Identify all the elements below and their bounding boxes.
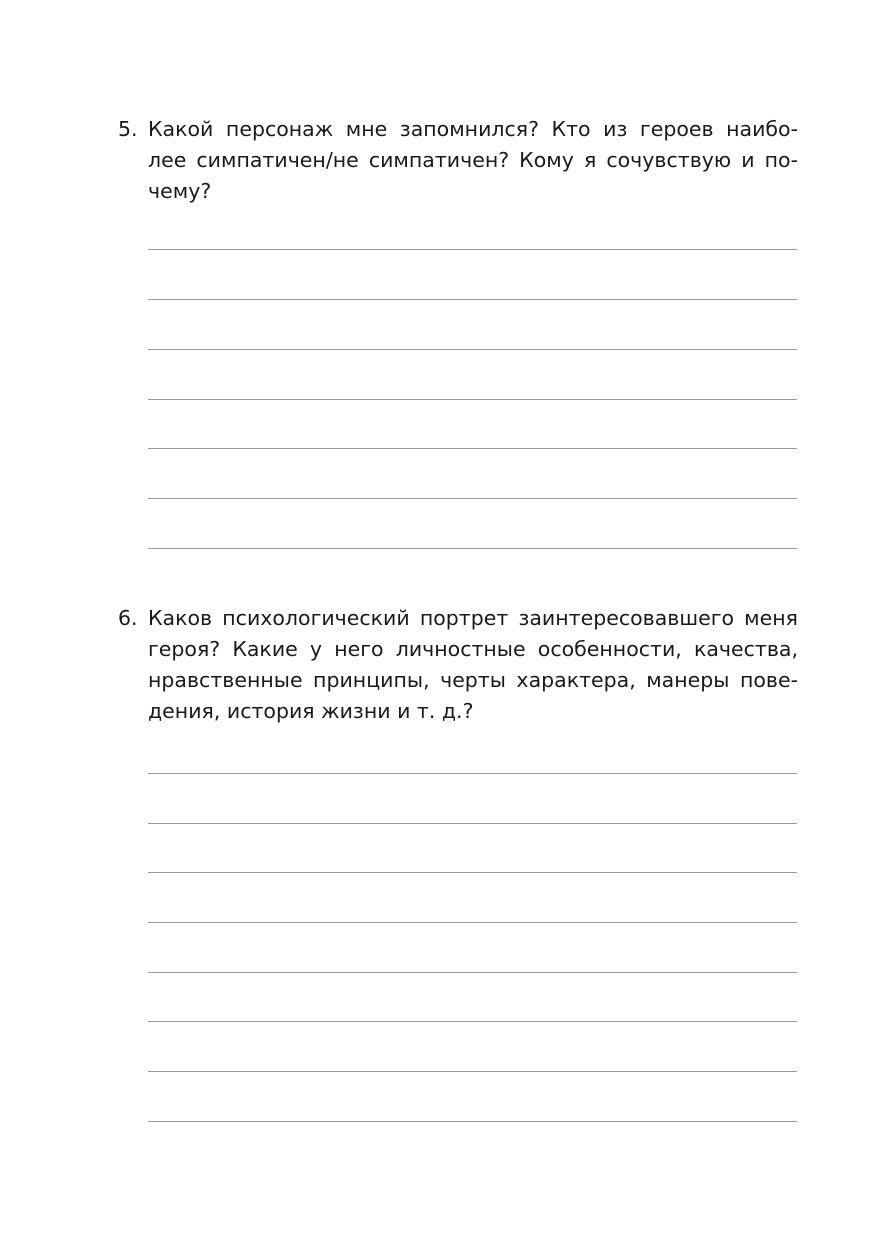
question-6-number: 6. — [118, 606, 138, 630]
answer-line[interactable] — [148, 299, 797, 300]
answer-line[interactable] — [148, 872, 797, 873]
question-5-number: 5. — [118, 117, 138, 141]
answer-line[interactable] — [148, 823, 797, 824]
question-5-line-1: Какой персонаж мне запомнился? Кто из героев наибо- — [148, 117, 798, 141]
answer-line[interactable] — [148, 249, 797, 250]
answer-line[interactable] — [148, 349, 797, 350]
answer-line[interactable] — [148, 399, 797, 400]
answer-line[interactable] — [148, 773, 797, 774]
answer-line[interactable] — [148, 548, 797, 549]
question-6-line-3: нравственные принципы, черты характера, манеры пове- — [148, 668, 798, 692]
question-5 — [118, 114, 798, 207]
answer-line[interactable] — [148, 1021, 797, 1022]
answer-line[interactable] — [148, 1071, 797, 1072]
question-6-line-2: героя? Какие у него личностные особенности, качества, — [148, 637, 798, 661]
question-6-line-1: Каков психологический портрет заинтересовавшего меня — [148, 606, 798, 630]
question-5-line-2: лее симпатичен/не симпатичен? Кому я сочувствую и по- — [148, 148, 798, 172]
question-5-line-3: чему? — [148, 179, 212, 203]
question-6-text — [148, 603, 798, 727]
answer-line[interactable] — [148, 448, 797, 449]
answer-line[interactable] — [148, 922, 797, 923]
question-5-text — [148, 114, 798, 207]
question-6 — [118, 603, 798, 727]
question-6-line-4: дения, история жизни и т. д.? — [148, 699, 474, 723]
answer-line[interactable] — [148, 1121, 797, 1122]
answer-line[interactable] — [148, 498, 797, 499]
answer-line[interactable] — [148, 972, 797, 973]
